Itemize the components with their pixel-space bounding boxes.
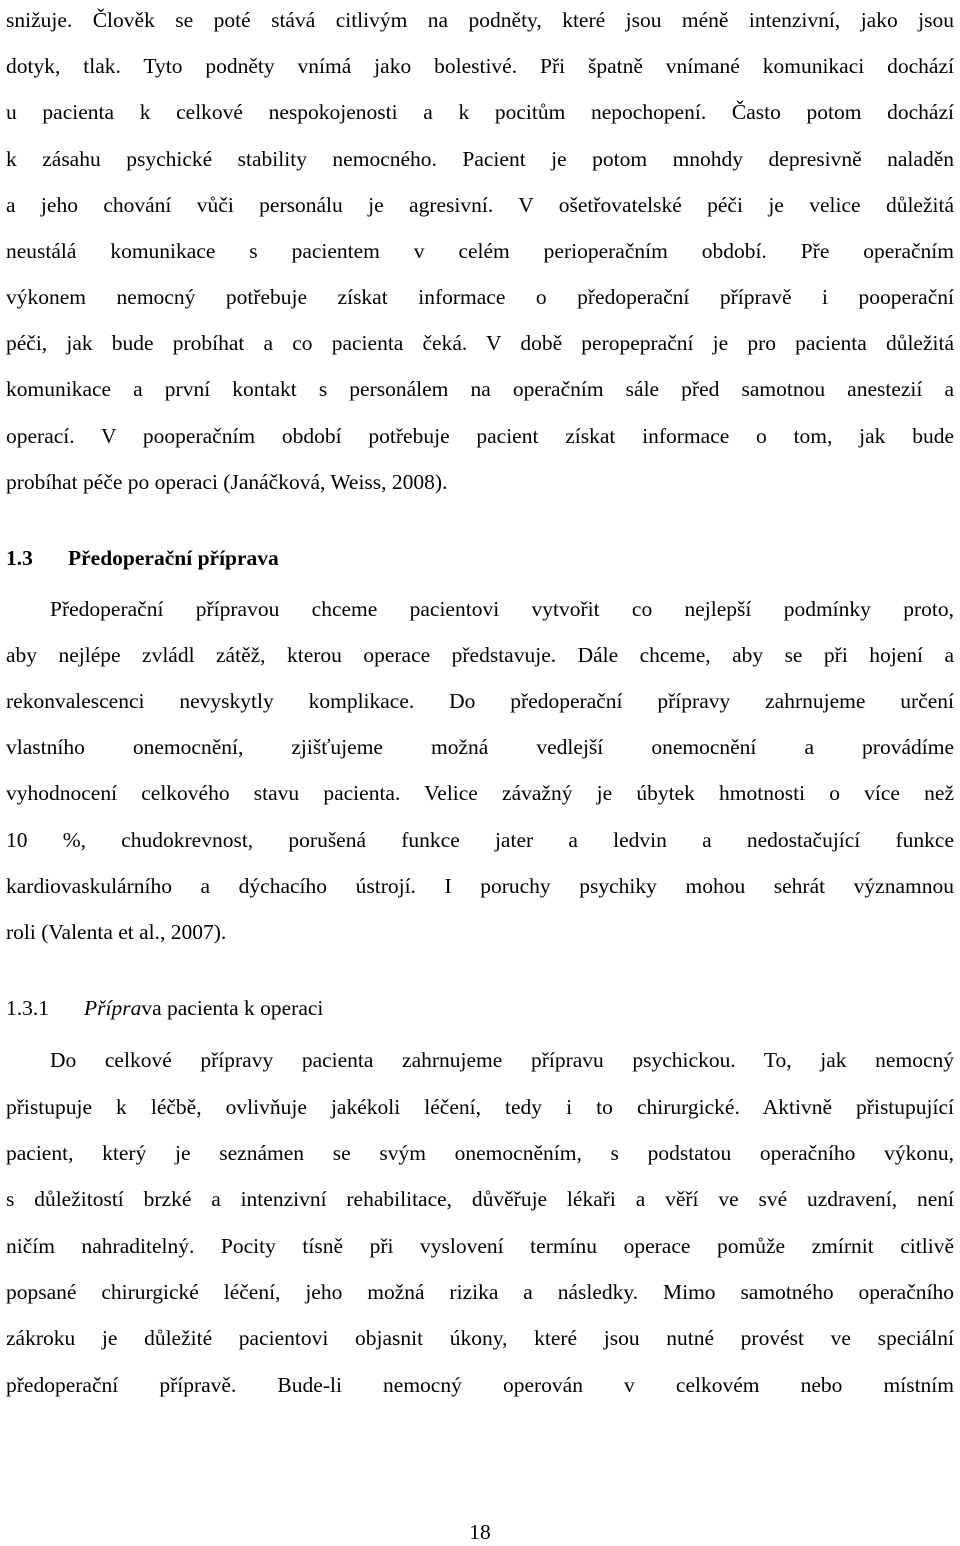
paragraph-line: přistupuje k léčbě, ovlivňuje jakékoli léčení, tedy i to chirurgické. Aktivně přistupující: [6, 1095, 954, 1119]
paragraph-line: ničím nahraditelný. Pocity tísně při vyslovení termínu operace pomůže zmírnit citlivě: [6, 1234, 954, 1258]
paragraph-line: k zásahu psychické stability nemocného. Pacient je potom mnohdy depresivně naladěn: [6, 147, 954, 171]
paragraph-line: předoperační přípravě. Bude-li nemocný operován v celkovém nebo místním: [6, 1373, 954, 1397]
paragraph-line: kardiovaskulárního a dýchacího ústrojí. I poruchy psychiky mohou sehrát významnou: [6, 874, 954, 898]
section-number: 1.3: [6, 546, 33, 570]
section-title: Předoperační příprava: [68, 546, 279, 570]
paragraph-line: Předoperační přípravou chceme pacientovi vytvořit co nejlepší podmínky proto,: [50, 597, 954, 621]
paragraph-line: výkonem nemocný potřebuje získat informace o předoperační přípravě i pooperační: [6, 285, 954, 309]
section-title-italic: Přípra: [84, 996, 142, 1020]
paragraph-line: a jeho chování vůči personálu je agresivní. V ošetřovatelské péči je velice důležitá: [6, 193, 954, 217]
paragraph-line: pacient, který je seznámen se svým onemocněním, s podstatou operačního výkonu,: [6, 1141, 954, 1165]
paragraph-line: snižuje. Člověk se poté stává citlivým na podněty, které jsou méně intenzivní, jako jsou: [6, 8, 954, 32]
section-number: 1.3.1: [6, 996, 49, 1020]
paragraph-line: operací. V pooperačním období potřebuje pacient získat informace o tom, jak bude: [6, 424, 954, 448]
paragraph-line: vlastního onemocnění, zjišťujeme možná vedlejší onemocnění a provádíme: [6, 735, 954, 759]
section-title: va pacienta k operaci: [141, 996, 324, 1020]
paragraph-line: popsané chirurgické léčení, jeho možná rizika a následky. Mimo samotného operačního: [6, 1280, 954, 1304]
section-heading-1-3: [6, 541, 279, 575]
paragraph-line: probíhat péče po operaci (Janáčková, Weiss, 2008).: [6, 470, 448, 494]
paragraph-line: aby nejlépe zvládl zátěž, kterou operace představuje. Dále chceme, aby se při hojení a: [6, 643, 954, 667]
paragraph-line: u pacienta k celkové nespokojenosti a k pocitům nepochopení. Často potom dochází: [6, 100, 954, 124]
paragraph-line: vyhodnocení celkového stavu pacienta. Velice závažný je úbytek hmotnosti o více než: [6, 781, 954, 805]
section-heading-1-3-1: [6, 991, 323, 1025]
paragraph-line: roli (Valenta et al., 2007).: [6, 920, 227, 944]
paragraph-line: s důležitostí brzké a intenzivní rehabilitace, důvěřuje lékaři a věří ve své uzdravení, není: [6, 1187, 954, 1211]
paragraph-line: neustálá komunikace s pacientem v celém perioperačním období. Pře operačním: [6, 239, 954, 263]
paragraph-line: rekonvalescenci nevyskytly komplikace. Do předoperační přípravy zahrnujeme určení: [6, 689, 954, 713]
paragraph-line: zákroku je důležité pacientovi objasnit úkony, které jsou nutné provést ve speciální: [6, 1326, 954, 1350]
paragraph-line: dotyk, tlak. Tyto podněty vnímá jako bolestivé. Při špatně vnímané komunikaci dochází: [6, 54, 954, 78]
paragraph-line: Do celkové přípravy pacienta zahrnujeme přípravu psychickou. To, jak nemocný: [50, 1048, 954, 1072]
paragraph-line: péči, jak bude probíhat a co pacienta čeká. V době peropeprační je pro pacienta důležitá: [6, 331, 954, 355]
paragraph-line: komunikace a první kontakt s personálem na operačním sále před samotnou anestezií a: [6, 377, 954, 401]
page-number: 18: [469, 1520, 491, 1544]
paragraph-line: 10 %, chudokrevnost, porušená funkce jater a ledvin a nedostačující funkce: [6, 828, 954, 852]
